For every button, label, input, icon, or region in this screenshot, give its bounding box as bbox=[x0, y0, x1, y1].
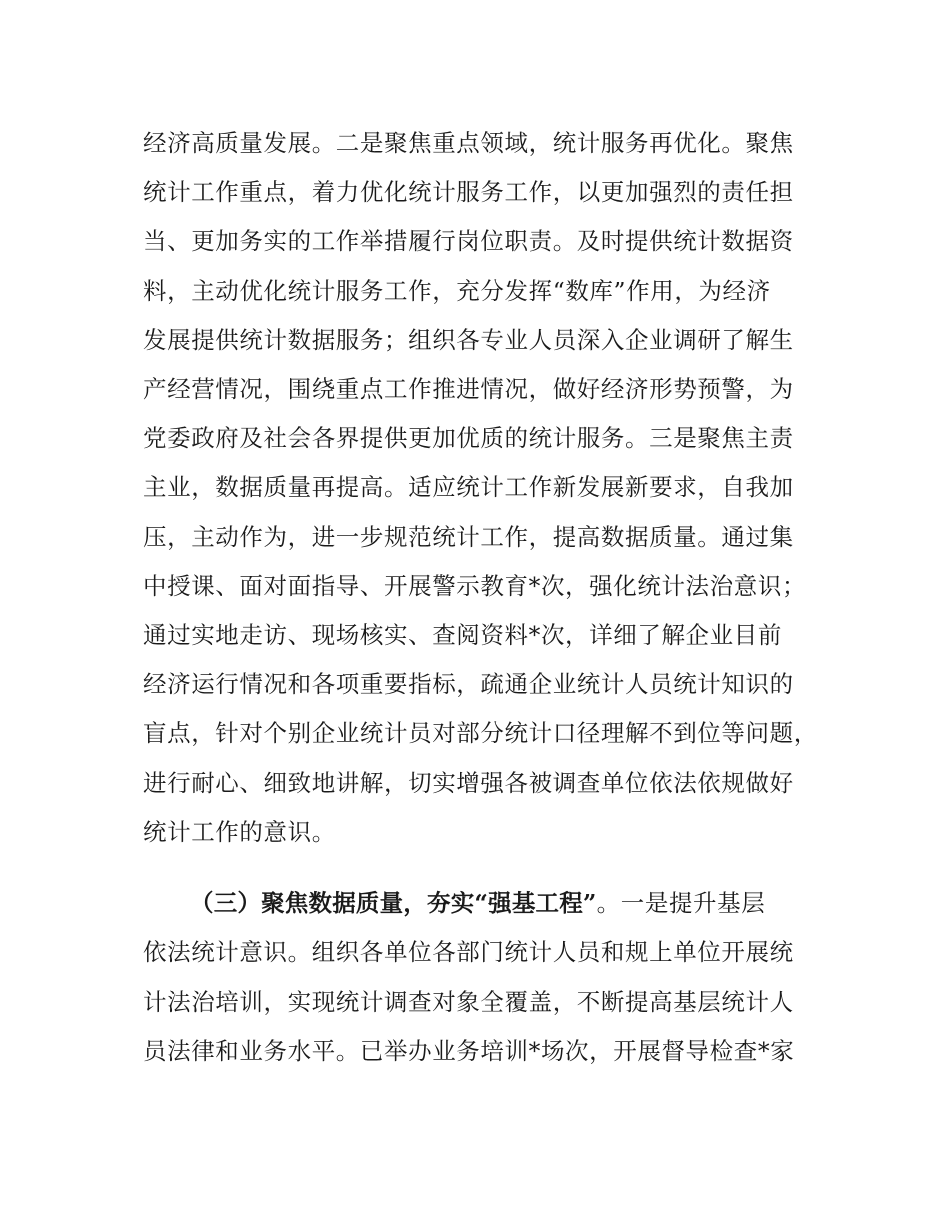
paragraph-1-line-13: 盲点，针对个别企业统计员对部分统计口径理解不到位等问题， bbox=[143, 719, 818, 747]
paragraph-1-line-12: 经济运行情况和各项重要指标，疏通企业统计人员统计知识的 bbox=[143, 670, 794, 698]
paragraph-1-line-1: 经济高质量发展。二是聚焦重点领域，统计服务再优化。聚焦 bbox=[143, 129, 794, 157]
paragraph-1-line-3: 当、更加务实的工作举措履行岗位职责。及时提供统计数据资 bbox=[143, 227, 794, 255]
paragraph-1-line-9: 压，主动作为，进一步规范统计工作，提高数据质量。通过集 bbox=[143, 523, 794, 551]
paragraph-1-line-15: 统计工作的意识。 bbox=[143, 818, 336, 846]
paragraph-1-line-2: 统计工作重点，着力优化统计服务工作，以更加强烈的责任担 bbox=[143, 178, 794, 206]
paragraph-1-line-4: 料，主动优化统计服务工作，充分发挥“数库”作用，为经济 bbox=[143, 277, 771, 305]
paragraph-2-first-line bbox=[190, 883, 823, 923]
paragraph-1-line-10: 中授课、面对面指导、开展警示教育*次，强化统计法治意识； bbox=[143, 572, 807, 600]
paragraph-1-line-7: 党委政府及社会各界提供更加优质的统计服务。三是聚焦主责 bbox=[143, 424, 794, 452]
section-heading: （三）聚焦数据质量，夯实“强基工程” bbox=[190, 889, 597, 917]
paragraph-2-line-1-rest: 。一是提升基层 bbox=[596, 889, 766, 917]
paragraph-1-line-11: 通过实地走访、现场核实、查阅资料*次，详细了解企业目前 bbox=[143, 621, 782, 649]
paragraph-1-line-14: 进行耐心、细致地讲解，切实增强各被调查单位依法依规做好 bbox=[143, 769, 794, 797]
paragraph-1-line-8: 主业，数据质量再提高。适应统计工作新发展新要求，自我加 bbox=[143, 473, 794, 501]
paragraph-2-line-2: 依法统计意识。组织各单位各部门统计人员和规上单位开展统 bbox=[143, 938, 794, 966]
paragraph-1-line-6: 产经营情况，围绕重点工作推进情况，做好经济形势预警，为 bbox=[143, 375, 794, 403]
paragraph-2-line-3: 计法治培训，实现统计调查对象全覆盖，不断提高基层统计人 bbox=[143, 988, 794, 1016]
paragraph-2-line-4: 员法律和业务水平。已举办业务培训*场次，开展督导检查*家 bbox=[143, 1037, 795, 1065]
paragraph-1-line-5: 发展提供统计数据服务；组织各专业人员深入企业调研了解生 bbox=[143, 326, 794, 354]
